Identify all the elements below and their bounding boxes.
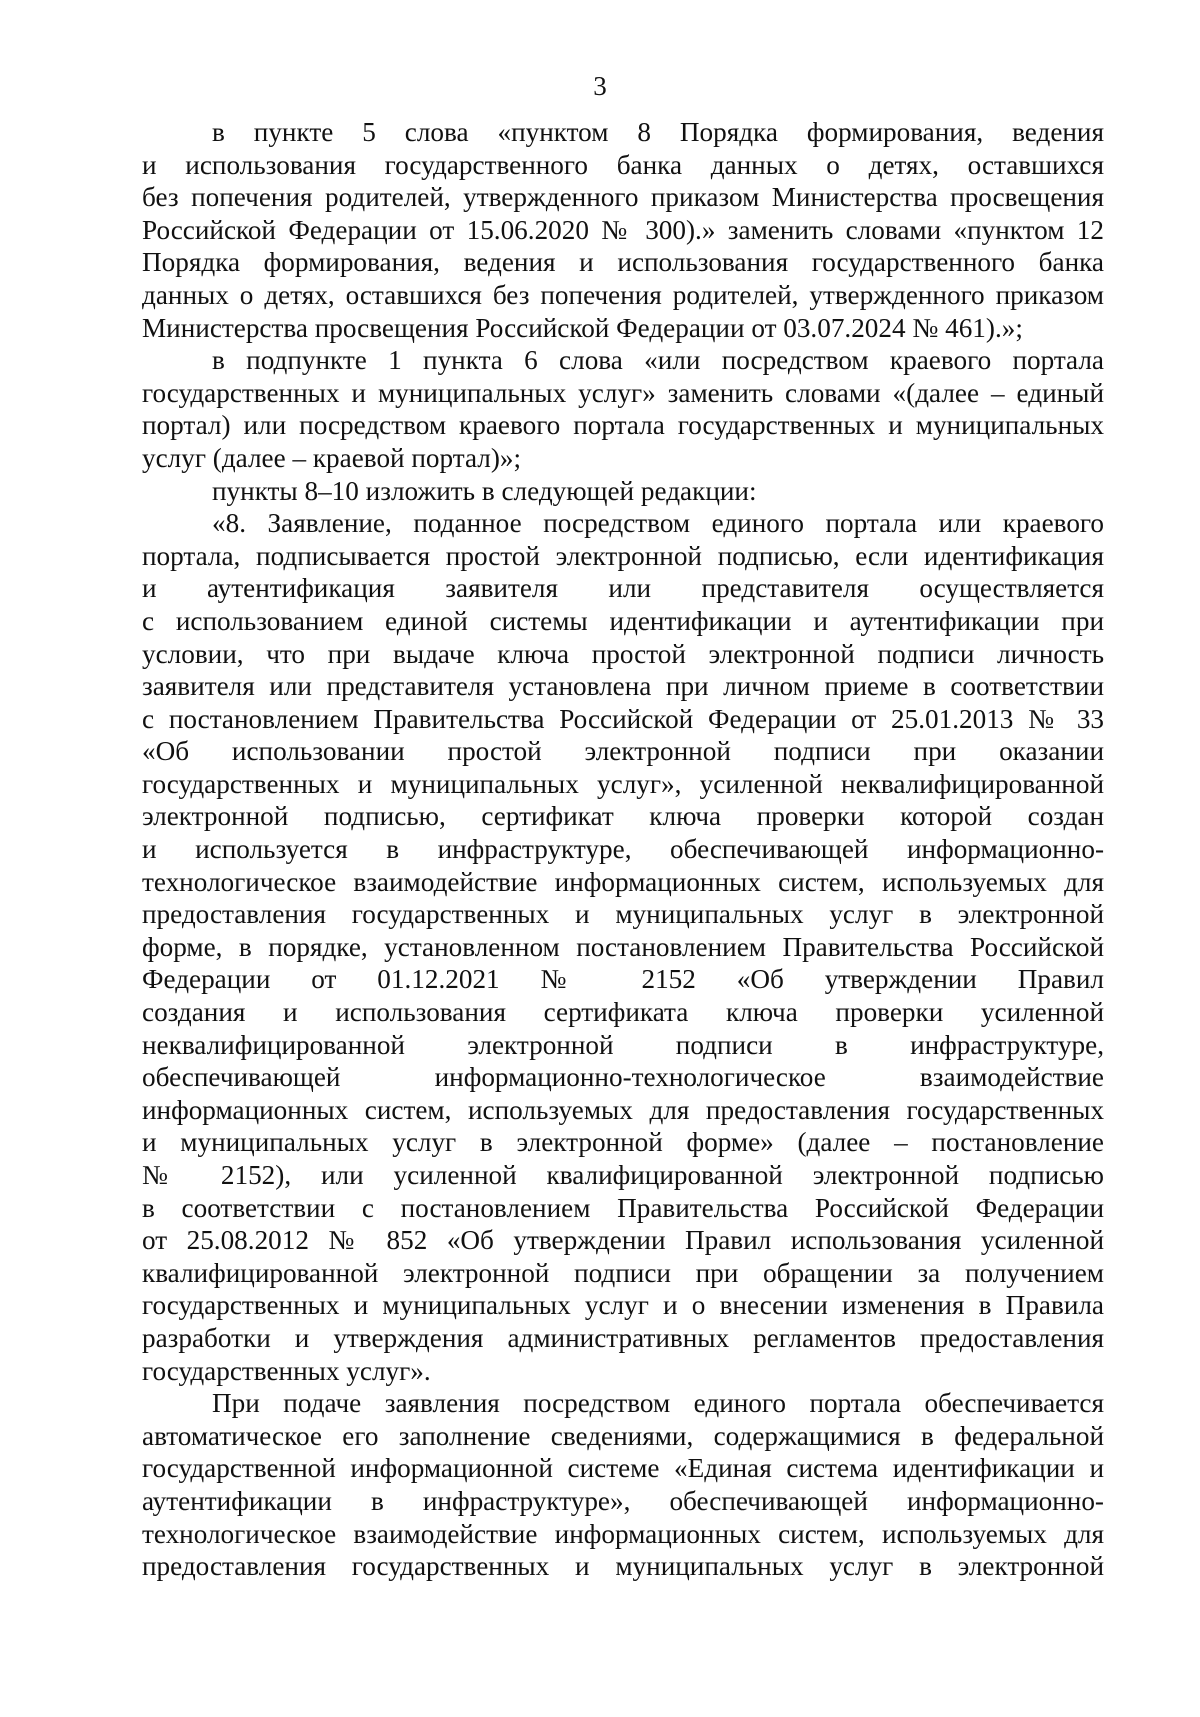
text-line: портала, подписывается простой электронной подписью, если идентификация [142,540,1104,571]
text-line: данных о детях, оставшихся без попечения родителей, утвержденного приказом [142,279,1104,310]
text-line: в соответствии с постановлением Правительства Российской Федерации [142,1192,1104,1223]
text-line: пункты 8–10 изложить в следующей редакции: [212,475,757,506]
text-line: форме, в порядке, установленном постановлением Правительства Российской [142,931,1104,962]
text-line: без попечения родителей, утвержденного приказом Министерства просвещения [142,182,1104,213]
text-line: информационных систем, используемых для предоставления государственных [142,1094,1104,1125]
text-line: предоставления государственных и муниципальных услуг в электронной [142,1551,1104,1582]
text-line: Российской Федерации от 15.06.2020 № 300).» заменить словами «пунктом 12 [142,214,1104,245]
text-line: технологическое взаимодействие информационных систем, используемых для [142,866,1104,897]
text-line: государственных услуг». [142,1355,431,1386]
text-line: государственных и муниципальных услуг», усиленной неквалифицированной [142,768,1104,799]
document-body [142,116,1104,1583]
text-line: технологическое взаимодействие информационных систем, используемых для [142,1518,1104,1549]
text-line: обеспечивающей информационно-технологическое взаимодействие [142,1062,1104,1093]
text-line: разработки и утверждения административных регламентов предоставления [142,1322,1104,1353]
text-line: от 25.08.2012 № 852 «Об утверждении Правил использования усиленной [142,1225,1104,1256]
text-line: При подаче заявления посредством единого портала обеспечивается [212,1388,1104,1419]
text-line: с использованием единой системы идентификации и аутентификации при [142,605,1104,636]
text-line: условии, что при выдаче ключа простой электронной подписи личность [142,638,1104,669]
text-line: государственной информационной системе «Единая система идентификации и [142,1453,1104,1484]
text-line: и аутентификация заявителя или представителя осуществляется [142,573,1104,604]
text-line: государственных и муниципальных услуг и о внесении изменения в Правила [142,1290,1104,1321]
text-line: услуг (далее – краевой портал)»; [142,442,522,473]
text-line: «8. Заявление, поданное посредством единого портала или краевого [212,508,1104,539]
text-line: предоставления государственных и муниципальных услуг в электронной [142,899,1104,930]
text-line: государственных и муниципальных услуг» заменить словами «(далее – единый [142,377,1104,408]
text-line: Порядка формирования, ведения и использования государственного банка [142,247,1104,278]
text-line: создания и использования сертификата ключа проверки усиленной [142,997,1104,1028]
text-line: и используется в инфраструктуре, обеспечивающей информационно- [142,834,1104,865]
text-line: электронной подписью, сертификат ключа проверки которой создан [142,801,1104,832]
text-line: квалифицированной электронной подписи при обращении за получением [142,1257,1104,1288]
text-line: автоматическое его заполнение сведениями, содержащимися в федеральной [142,1420,1104,1451]
text-line: и муниципальных услуг в электронной форме» (далее – постановление [142,1127,1104,1158]
page-number: 3 [593,71,607,101]
text-line: неквалифицированной электронной подписи в инфраструктуре, [142,1029,1104,1060]
text-line: Министерства просвещения Российской Федерации от 03.07.2024 № 461).»; [142,312,1023,343]
text-line: аутентификации в инфраструктуре», обеспечивающей информационно- [142,1485,1104,1516]
text-line: Федерации от 01.12.2021 № 2152 «Об утверждении Правил [142,964,1104,995]
text-line: портал) или посредством краевого портала государственных и муниципальных [142,410,1104,441]
text-line: «Об использовании простой электронной подписи при оказании [142,736,1104,767]
text-line: в пункте 5 слова «пунктом 8 Порядка формирования, ведения [212,117,1104,147]
text-line: и использования государственного банка данных о детях, оставшихся [142,149,1104,180]
text-line: № 2152), или усиленной квалифицированной электронной подписью [142,1160,1104,1190]
text-line: заявителя или представителя установлена при личном приеме в соответствии [142,671,1104,702]
text-line: с постановлением Правительства Российской Федерации от 25.01.2013 № 33 [142,703,1104,734]
text-line: в подпункте 1 пункта 6 слова «или посредством краевого портала [212,345,1104,376]
